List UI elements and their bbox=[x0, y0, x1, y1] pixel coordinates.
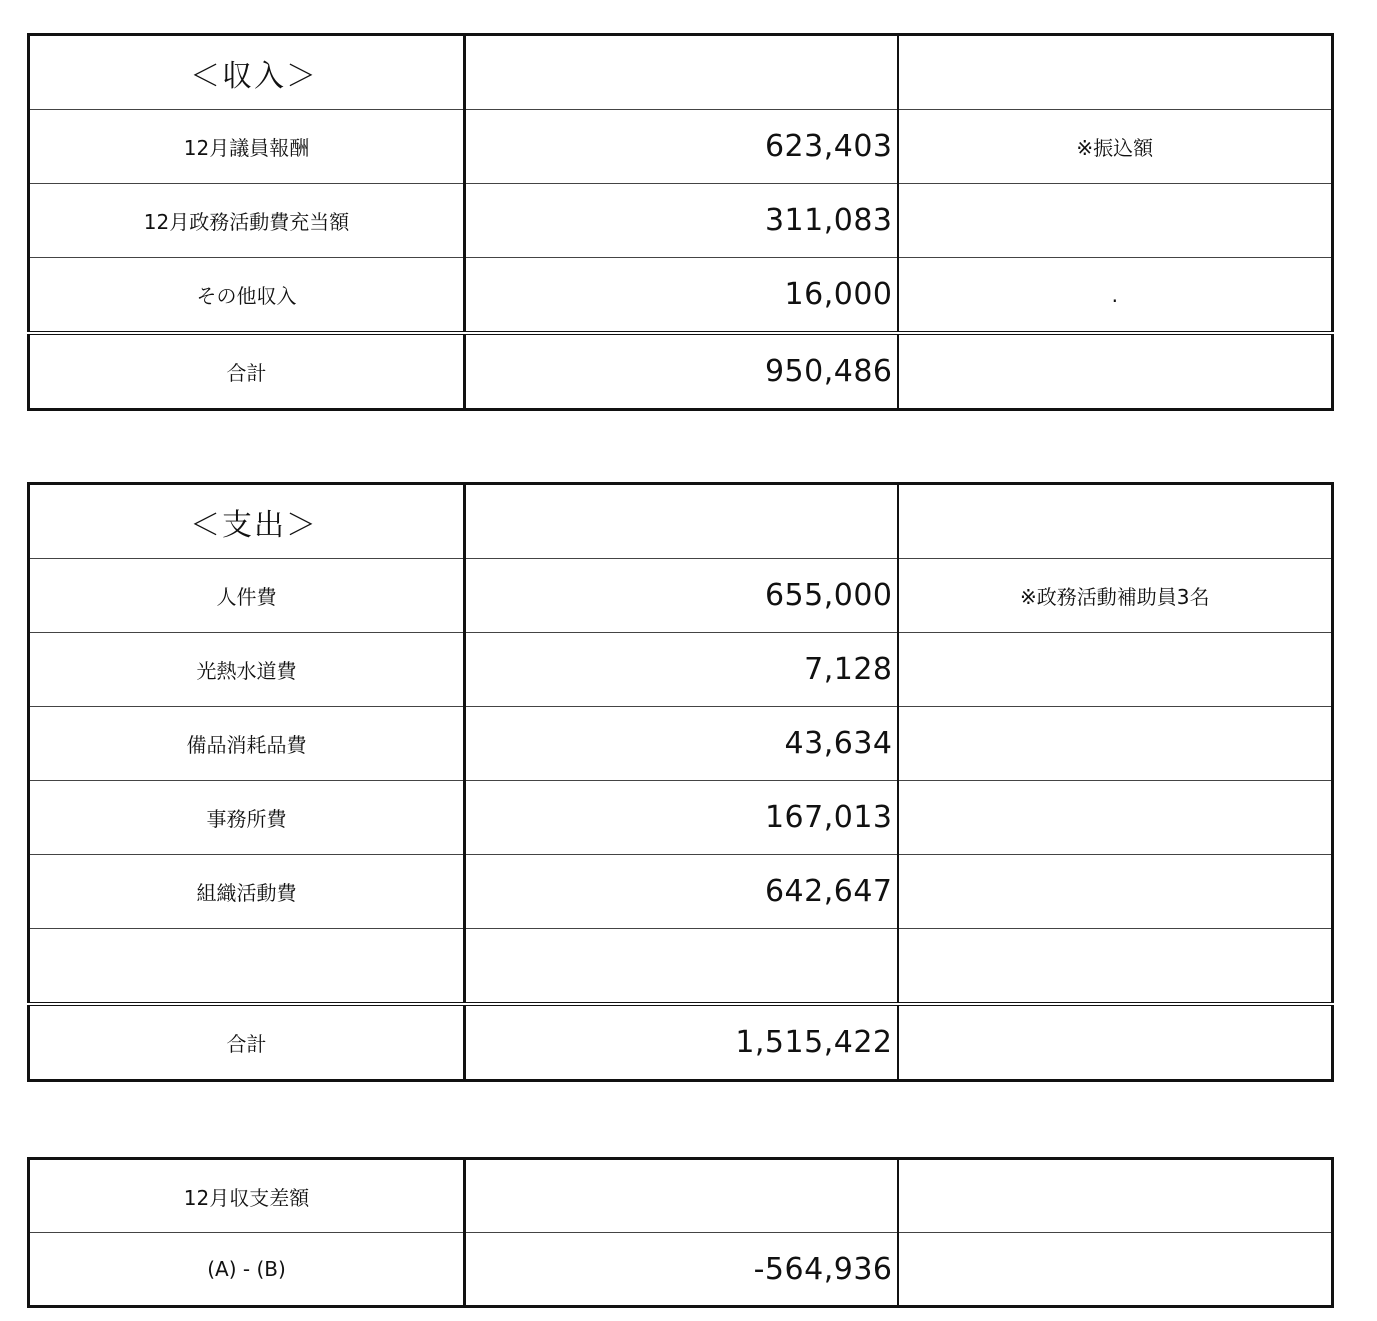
balance-note-cell bbox=[898, 1233, 1333, 1307]
row-note bbox=[898, 929, 1333, 1005]
row-amount: 623,403 bbox=[465, 110, 898, 184]
row-amount: 16,000 bbox=[465, 258, 898, 334]
table-row bbox=[29, 559, 1333, 633]
table-row bbox=[29, 707, 1333, 781]
balance-title-amount-cell bbox=[465, 1159, 898, 1233]
expense-heading: ＜支出＞ bbox=[29, 484, 465, 559]
row-note: . bbox=[898, 258, 1333, 334]
expense-table bbox=[27, 482, 1334, 1082]
balance-title-note-cell bbox=[898, 1159, 1333, 1233]
row-amount: 311,083 bbox=[465, 184, 898, 258]
balance-formula-row bbox=[29, 1233, 1333, 1307]
income-total-amount: 950,486 bbox=[465, 333, 898, 410]
row-note bbox=[898, 781, 1333, 855]
table-row bbox=[29, 855, 1333, 929]
expense-total-row bbox=[29, 1004, 1333, 1081]
row-note bbox=[898, 184, 1333, 258]
balance-title-row bbox=[29, 1159, 1333, 1233]
income-heading: ＜収入＞ bbox=[29, 35, 465, 110]
row-label: 事務所費 bbox=[29, 781, 465, 855]
row-label: 12月議員報酬 bbox=[29, 110, 465, 184]
row-amount bbox=[465, 929, 898, 1005]
income-table bbox=[27, 33, 1334, 411]
expense-heading-amount-cell bbox=[465, 484, 898, 559]
expense-heading-row bbox=[29, 484, 1333, 559]
expense-heading-note-cell bbox=[898, 484, 1333, 559]
row-note bbox=[898, 707, 1333, 781]
table-row bbox=[29, 929, 1333, 1005]
row-label: 備品消耗品費 bbox=[29, 707, 465, 781]
row-label: 光熱水道費 bbox=[29, 633, 465, 707]
table-row bbox=[29, 633, 1333, 707]
row-label: 12月政務活動費充当額 bbox=[29, 184, 465, 258]
income-heading-amount-cell bbox=[465, 35, 898, 110]
income-total-row bbox=[29, 333, 1333, 410]
row-amount: 43,634 bbox=[465, 707, 898, 781]
balance-amount: -564,936 bbox=[465, 1233, 898, 1307]
row-note: ※政務活動補助員3名 bbox=[898, 559, 1333, 633]
expense-total-note bbox=[898, 1004, 1333, 1081]
table-row bbox=[29, 184, 1333, 258]
row-note bbox=[898, 633, 1333, 707]
row-note: ※振込額 bbox=[898, 110, 1333, 184]
table-row bbox=[29, 110, 1333, 184]
income-heading-row bbox=[29, 35, 1333, 110]
balance-formula: (A) - (B) bbox=[29, 1233, 465, 1307]
income-total-note bbox=[898, 333, 1333, 410]
row-amount: 167,013 bbox=[465, 781, 898, 855]
row-amount: 642,647 bbox=[465, 855, 898, 929]
expense-total-amount: 1,515,422 bbox=[465, 1004, 898, 1081]
row-amount: 7,128 bbox=[465, 633, 898, 707]
expense-total-label: 合計 bbox=[29, 1004, 465, 1081]
balance-table bbox=[27, 1157, 1334, 1308]
row-label: その他収入 bbox=[29, 258, 465, 334]
balance-title: 12月収支差額 bbox=[29, 1159, 465, 1233]
income-total-label: 合計 bbox=[29, 333, 465, 410]
row-label bbox=[29, 929, 465, 1005]
row-label: 人件費 bbox=[29, 559, 465, 633]
row-label: 組織活動費 bbox=[29, 855, 465, 929]
row-amount: 655,000 bbox=[465, 559, 898, 633]
table-row bbox=[29, 258, 1333, 334]
table-row bbox=[29, 781, 1333, 855]
row-note bbox=[898, 855, 1333, 929]
income-heading-note-cell bbox=[898, 35, 1333, 110]
